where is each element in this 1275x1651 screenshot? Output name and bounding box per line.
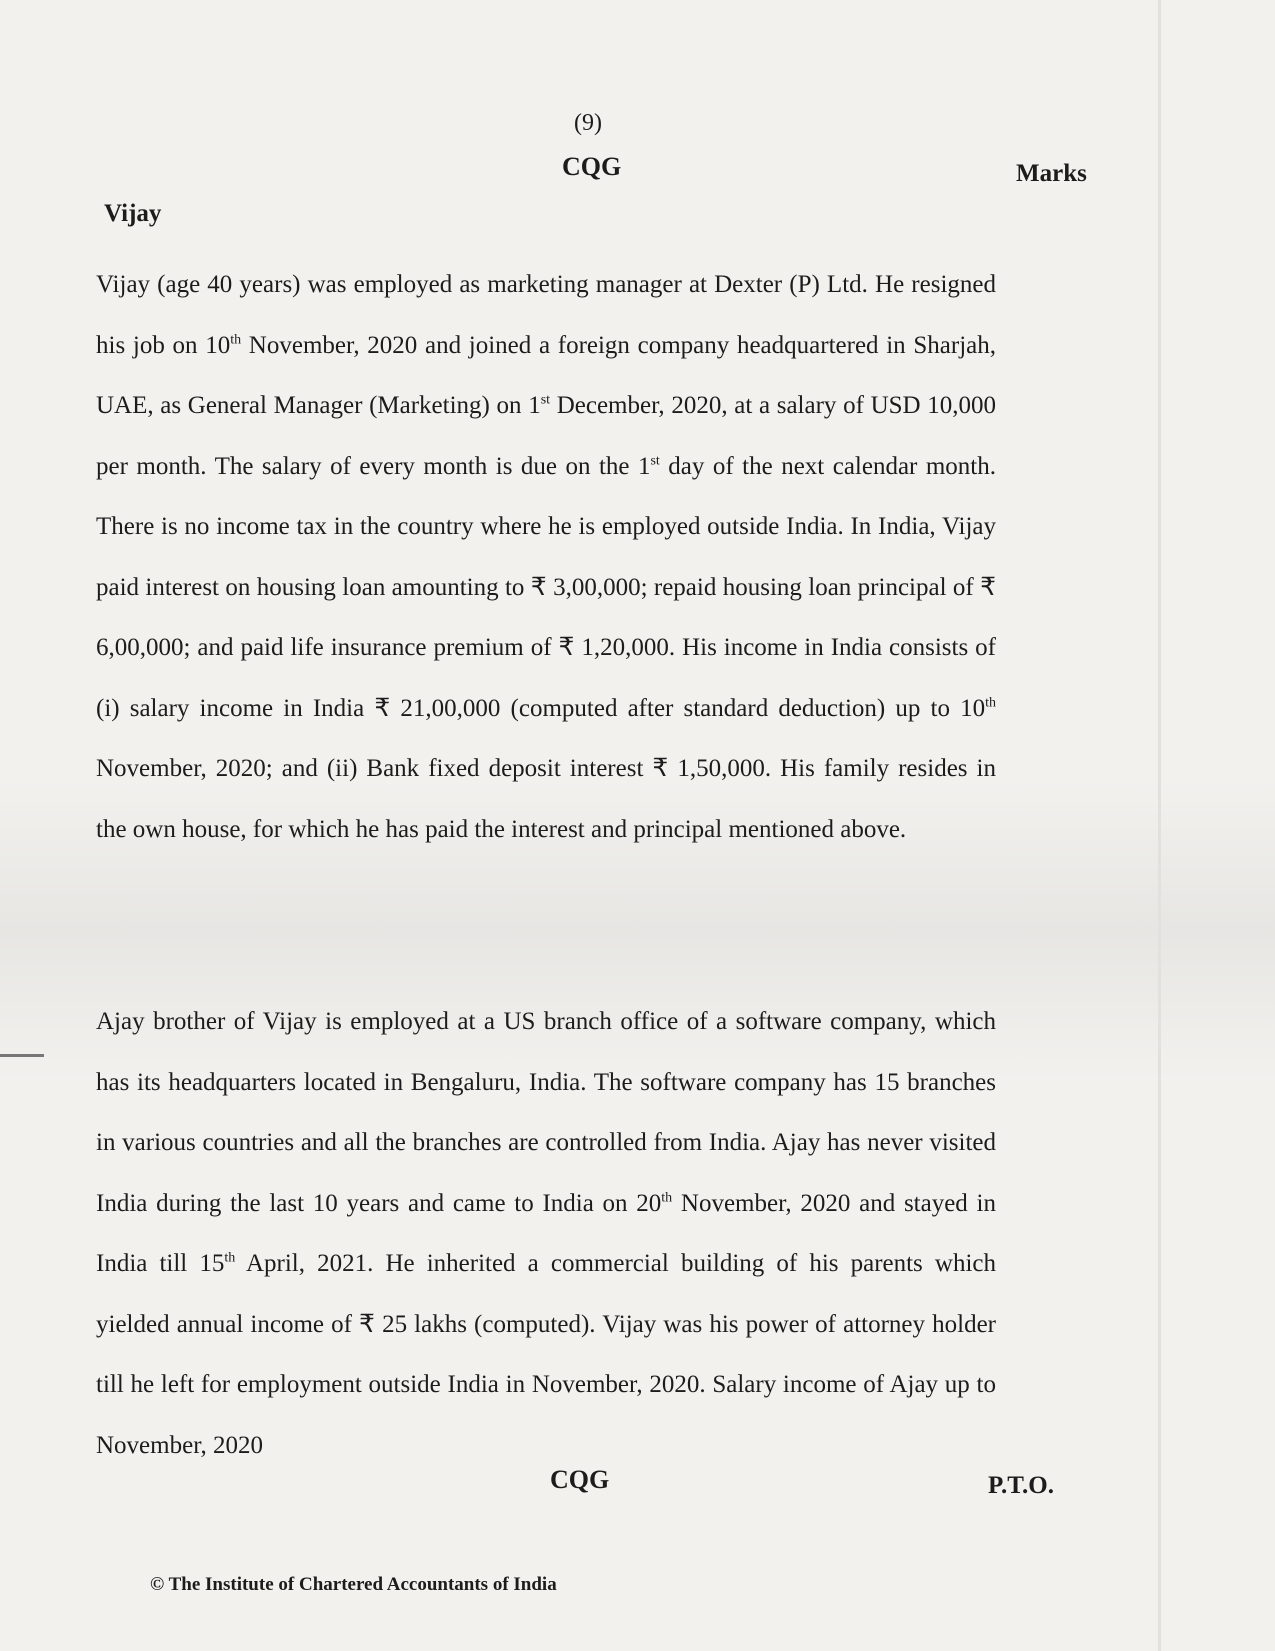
ordinal-suffix: th (224, 1250, 236, 1266)
case-paragraph-ajay (96, 992, 996, 1476)
marks-label: Marks (1016, 160, 1087, 187)
text-segment: December, 2020, at a salary of USD 10,000 per month. The salary of every month is due on the 1 (96, 392, 996, 480)
text-segment: November, 2020; and (ii) Bank fixed deposit interest ₹ 1,50,000. His family resides in the own house, for which he has paid the interest and principal mentioned above. (96, 755, 996, 843)
header-code: CQG (562, 152, 622, 181)
ordinal-suffix: st (650, 453, 660, 469)
text-segment: April, 2021. He inherited a commercial building of his parents which yielded annual income of ₹ 25 lakhs (computed). Vijay was his power of attorney holder till he left for employment outside India in November, 2020. Salary income of Ajay up to November, 2020 (96, 1250, 996, 1459)
ordinal-suffix: th (230, 332, 242, 348)
copyright-notice: © The Institute of Chartered Accountants of India (150, 1574, 557, 1595)
text-segment: November, 2020 and stayed in India till 15 (96, 1189, 996, 1277)
text-segment: Ajay brother of Vijay is employed at a US branch office of a software company, which has its headquarters located in Bengaluru, India. The software company has 15 branches in various countries and all the branches are controlled from India. Ajay has never visited India during the last 10 years and came to India on 20 (96, 1008, 996, 1217)
page-number: (9) (574, 110, 602, 136)
footer-code: CQG (550, 1465, 610, 1494)
ordinal-suffix: th (661, 1190, 673, 1206)
text-segment: day of the next calendar month. There is no income tax in the country where he is employed outside India. In India, Vijay paid interest on housing loan amounting to ₹ 3,00,000; repaid housing loan principal of ₹ 6,00,000; and paid life insurance premium of ₹ 1,20,000. His income in India consists of (i) salary income in India ₹ 21,00,000 (computed after standard deduction) up to 10 (96, 452, 996, 722)
text-segment: Vijay (age 40 years) was employed as marketing manager at Dexter (P) Ltd. He resigned his job on 10 (96, 271, 996, 359)
pto-label: P.T.O. (988, 1472, 1054, 1499)
ordinal-suffix: th (985, 695, 996, 711)
ordinal-suffix: st (540, 392, 551, 408)
binding-mark (0, 1054, 44, 1057)
case-paragraph-vijay (96, 255, 996, 860)
page-edge-line (1158, 0, 1161, 1651)
section-title: Vijay (104, 200, 162, 227)
text-segment: November, 2020 and joined a foreign company headquartered in Sharjah, UAE, as General Manager (Marketing) on 1 (96, 331, 996, 419)
